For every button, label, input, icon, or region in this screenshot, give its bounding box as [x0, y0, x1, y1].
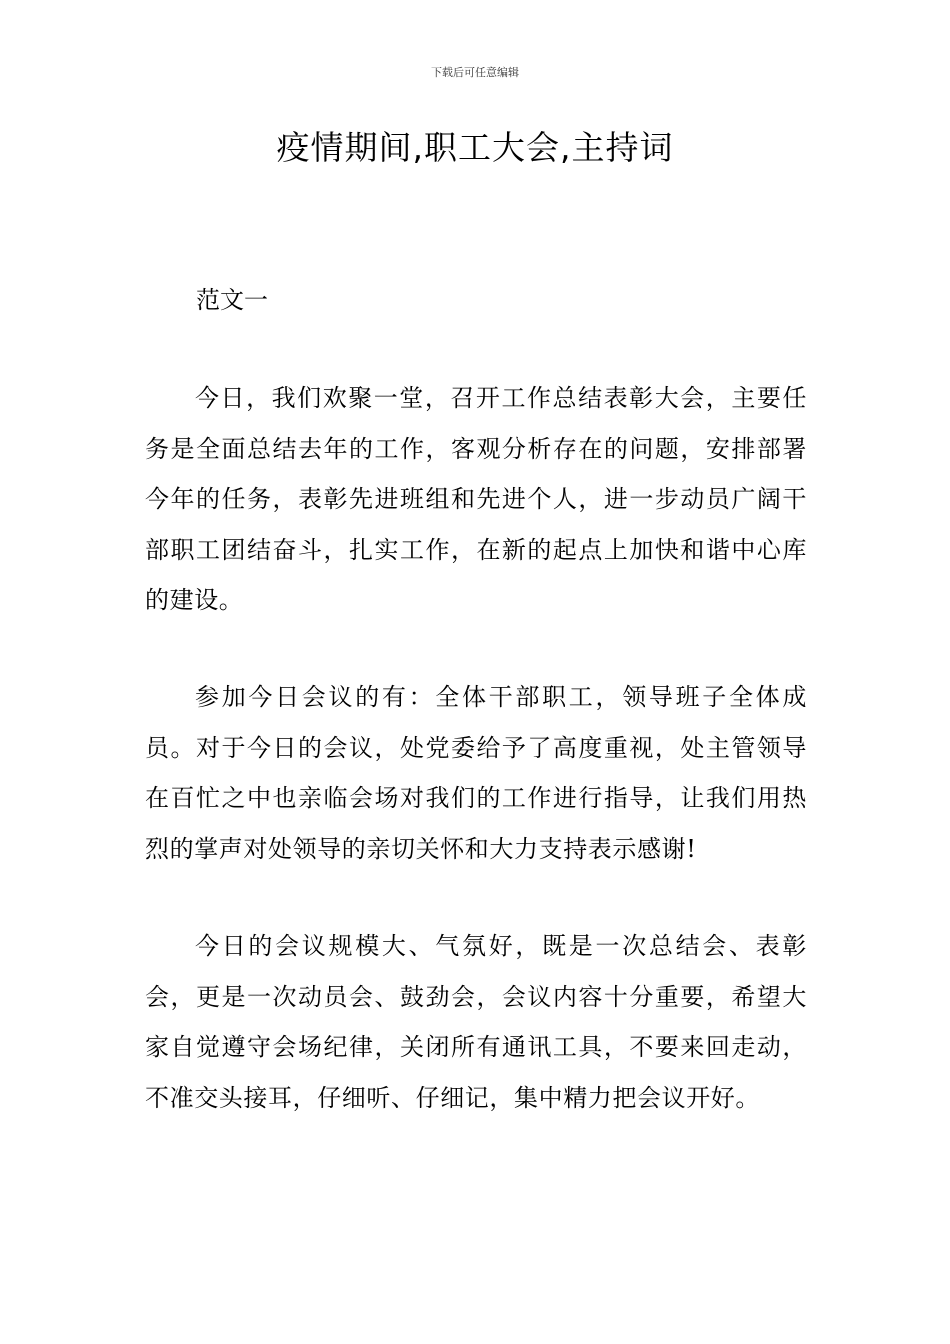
section-label: 范文一 — [196, 286, 268, 314]
document-title: 疫情期间,职工大会,主持词 — [276, 128, 674, 167]
paragraph-3: 今日的会议规模大、气氛好，既是一次总结会、表彰会，更是一次动员会、鼓劲会，会议内容十分重要，希望大家自觉遵守会场纪律，关闭所有通讯工具，不要来回走动，不准交头接耳，仔细听、仔细记，集中精力把会议开好。 — [145, 932, 807, 1112]
paragraph-2: 参加今日会议的有：全体干部职工，领导班子全体成员。对于今日的会议，处党委给予了高度重视，处主管领导在百忙之中也亲临会场对我们的工作进行指导，让我们用热烈的掌声对处领导的亲切关怀和大力支持表示感谢! — [145, 683, 807, 863]
paragraph-1: 今日，我们欢聚一堂，召开工作总结表彰大会，主要任务是全面总结去年的工作，客观分析存在的问题，安排部署今年的任务，表彰先进班组和先进个人，进一步动员广阔干部职工团结奋斗，扎实工作，在新的起点上加快和谐中心库的建设。 — [145, 384, 807, 614]
header-note: 下载后可任意编辑 — [431, 66, 519, 79]
